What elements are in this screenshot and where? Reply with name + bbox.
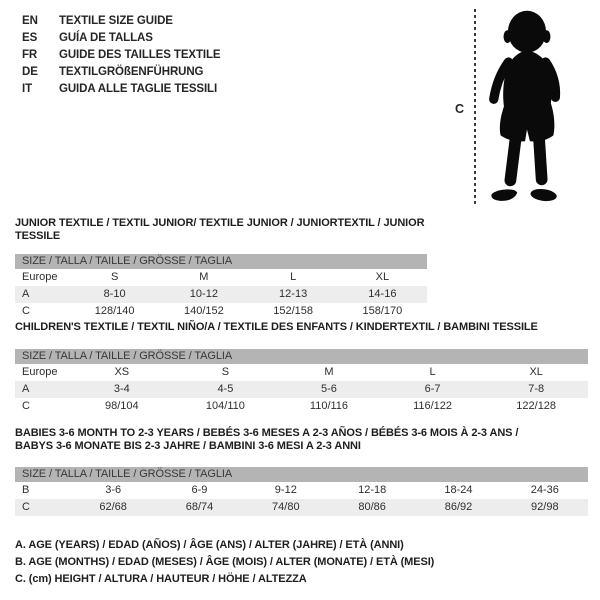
- guide-title: GUIDE DES TAILLES TEXTILE: [59, 49, 221, 61]
- size-cell: M: [324, 366, 334, 378]
- age-cell: 8-10: [103, 288, 126, 300]
- height-cell: 92/98: [531, 501, 559, 513]
- size-cell: XL: [375, 271, 390, 283]
- height-cell: 104/110: [205, 400, 245, 412]
- height-cell: 86/92: [444, 501, 473, 513]
- age-cell: 24-36: [530, 484, 559, 496]
- age-cell: 18-24: [444, 484, 473, 496]
- height-cell: 128/140: [94, 305, 135, 317]
- size-header-bar: SIZE / TALLA / TAILLE / GRÖSSE / TAGLIA: [15, 467, 588, 482]
- size-cell: XS: [114, 366, 130, 378]
- height-cell: 98/104: [104, 400, 139, 412]
- table-row-height: [15, 303, 427, 320]
- table-row-europe: [15, 364, 588, 381]
- row-label: B: [22, 484, 30, 496]
- language-row-en: [22, 13, 221, 30]
- size-cell: M: [199, 271, 209, 283]
- table-title-line1: BABIES 3-6 MONTH TO 2-3 YEARS / BEBÉS 3-6 MESES A 2-3 AÑOS / BÉBÉS 3-6 MOIS À 2-3 ANS /: [15, 427, 519, 439]
- size-cell: S: [221, 366, 230, 378]
- age-cell: 5-6: [321, 383, 337, 395]
- size-cell: L: [290, 271, 297, 283]
- age-cell: 9-12: [274, 484, 297, 496]
- language-row-es: [22, 30, 221, 47]
- guide-title: GUÍA DE TALLAS: [59, 32, 153, 44]
- note-age-months: B. AGE (MONTHS) / EDAD (MESES) / ÂGE (MOIS) / ALTER (MONATE) / ETÀ (MESI): [15, 556, 435, 568]
- height-cell: 74/80: [272, 501, 300, 513]
- table-row-age-months: [15, 482, 588, 499]
- guide-title: TEXTILGRÖßENFÜHRUNG: [59, 66, 204, 78]
- language-row-it: [22, 81, 221, 98]
- age-cell: 6-9: [191, 484, 208, 496]
- language-code: IT: [22, 83, 33, 95]
- height-measure-label: C: [455, 102, 465, 116]
- age-cell: 12-13: [279, 288, 308, 300]
- table-row-europe: [15, 269, 427, 286]
- table-row-height: [15, 499, 588, 516]
- height-cell: 62/68: [99, 501, 127, 513]
- row-label: Europe: [22, 366, 58, 378]
- size-header-bar: SIZE / TALLA / TAILLE / GRÖSSE / TAGLIA: [15, 254, 427, 269]
- height-cell: 158/170: [362, 305, 403, 317]
- language-code: DE: [22, 66, 38, 78]
- size-cell: XL: [529, 366, 543, 378]
- row-label: A: [22, 383, 30, 395]
- table-row-age: [15, 381, 588, 398]
- height-cell: 68/74: [185, 501, 214, 513]
- table-title: CHILDREN'S TEXTILE / TEXTIL NIÑO/A / TEXTILE DES ENFANTS / KINDERTEXTIL / BAMBINI TESSILE: [15, 321, 538, 333]
- legend-notes: [15, 537, 434, 588]
- size-cell: S: [110, 271, 119, 283]
- age-cell: 7-8: [528, 383, 545, 395]
- size-header-bar: SIZE / TALLA / TAILLE / GRÖSSE / TAGLIA: [15, 349, 588, 364]
- language-title-block: [22, 13, 221, 98]
- baby-silhouette-icon: [483, 6, 571, 212]
- height-cell: 140/152: [183, 305, 224, 317]
- row-label: C: [22, 501, 30, 513]
- table-title: JUNIOR TEXTILE / TEXTIL JUNIOR/ TEXTILE JUNIOR / JUNIORTEXTIL / JUNIOR TESSILE: [15, 217, 425, 242]
- language-row-fr: [22, 47, 221, 64]
- age-cell: 3-4: [113, 383, 130, 395]
- guide-title: GUIDA ALLE TAGLIE TESSILI: [59, 83, 218, 95]
- row-label: Europe: [22, 271, 58, 283]
- row-label: C: [22, 400, 30, 412]
- age-cell: 6-7: [424, 383, 441, 395]
- height-measure-dashed-line: [474, 9, 476, 207]
- row-label: C: [22, 305, 30, 317]
- language-code: FR: [22, 49, 38, 61]
- table-title-line2: BABYS 3-6 MONATE BIS 2-3 JAHRE / BAMBINI 3-6 MESI A 2-3 ANNI: [15, 440, 361, 452]
- height-cell: 116/122: [413, 400, 453, 412]
- age-cell: 10-12: [189, 288, 218, 300]
- junior-size-table: [15, 217, 427, 320]
- note-age-years: A. AGE (YEARS) / EDAD (AÑOS) / ÂGE (ANS) / ALTER (JAHRE) / ETÀ (ANNI): [15, 539, 404, 551]
- row-label: A: [22, 288, 30, 300]
- height-cell: 152/158: [273, 305, 313, 317]
- table-row-height: [15, 398, 588, 415]
- language-code: ES: [22, 32, 38, 44]
- children-size-table: [15, 321, 588, 415]
- language-row-de: [22, 64, 221, 81]
- height-cell: 122/128: [516, 400, 557, 412]
- note-height-cm: C. (cm) HEIGHT / ALTURA / HAUTEUR / HÖHE / ALTEZZA: [15, 573, 307, 585]
- age-cell: 3-6: [105, 484, 122, 496]
- language-code: EN: [22, 15, 38, 27]
- height-cell: 80/86: [358, 501, 386, 513]
- table-row-age: [15, 286, 427, 303]
- age-cell: 14-16: [368, 288, 397, 300]
- size-cell: L: [429, 366, 436, 378]
- guide-title: TEXTILE SIZE GUIDE: [59, 15, 173, 27]
- age-cell: 12-18: [358, 484, 387, 496]
- height-cell: 110/116: [309, 400, 349, 412]
- babies-size-table: [15, 427, 588, 516]
- age-cell: 4-5: [217, 383, 234, 395]
